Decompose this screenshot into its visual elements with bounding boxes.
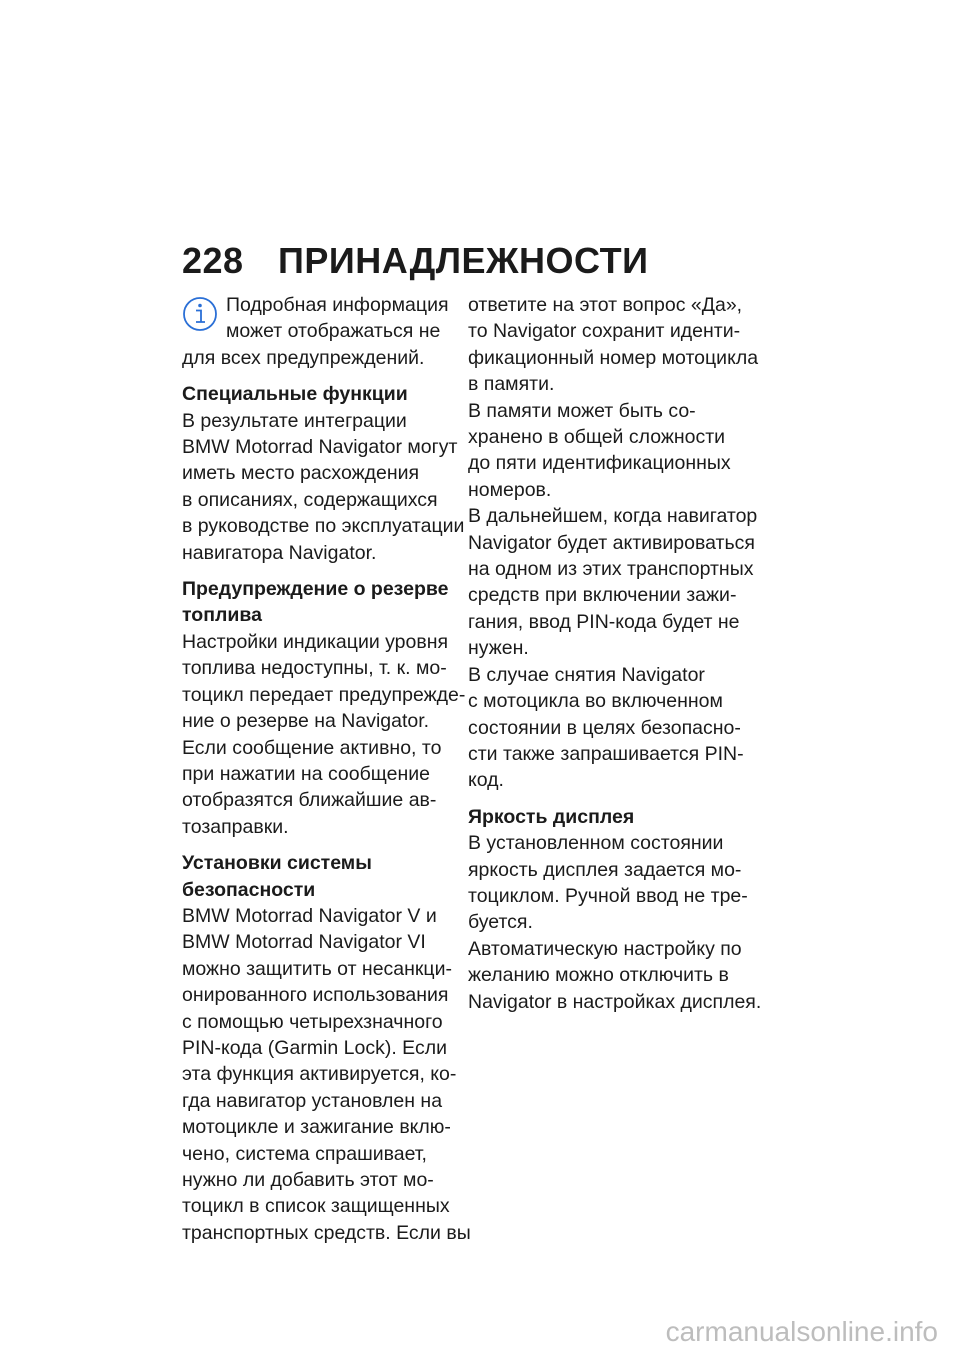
page-heading bbox=[182, 240, 649, 282]
section-heading-special-functions: Специальные функции bbox=[182, 383, 408, 406]
text-line: иметь место расхождения bbox=[182, 462, 420, 485]
text-line: Navigator будет активироваться bbox=[468, 531, 755, 554]
text-line: при нажатии на сообщение bbox=[182, 762, 430, 785]
text-line: PIN-кода (Garmin Lock). Если bbox=[182, 1036, 447, 1059]
text-line: тоциклом. Ручной ввод не тре- bbox=[468, 884, 748, 907]
text-line: нужен. bbox=[468, 637, 529, 660]
section-body-brightness bbox=[468, 830, 762, 1015]
page-number: 228 bbox=[182, 240, 244, 281]
text-line: в руководстве по эксплуатации bbox=[182, 515, 465, 538]
right-column bbox=[468, 292, 762, 1015]
section-body-fuel-reserve bbox=[182, 629, 466, 840]
text-line: ние о резерве на Navigator. bbox=[182, 710, 430, 733]
text-line: сти также запрашивается PIN- bbox=[468, 742, 744, 765]
text-line: нужно ли добавить этот мо- bbox=[182, 1169, 434, 1191]
text-line: средств при включении зажи- bbox=[468, 584, 737, 607]
text-line: BMW Motorrad Navigator VI bbox=[182, 931, 426, 954]
text-line: хранено в общей сложности bbox=[468, 426, 726, 449]
text-line: онированного использования bbox=[182, 984, 449, 1007]
text-line: эта функция активируется, ко- bbox=[182, 1063, 457, 1086]
text-line: состоянии в целях безопасно- bbox=[468, 716, 741, 739]
section-heading-security: Установки системы bbox=[182, 852, 372, 875]
text-line: транспортных средств. Если вы bbox=[182, 1221, 471, 1244]
text-line: можно защитить от несанкци- bbox=[182, 957, 452, 980]
text-line: Если сообщение активно, то bbox=[182, 736, 442, 759]
page-title: ПРИНАДЛЕЖНОСТИ bbox=[278, 240, 649, 281]
text-line: В памяти может быть со- bbox=[468, 399, 696, 422]
text-line: тозаправки. bbox=[182, 815, 289, 838]
text-line: желанию можно отключить в bbox=[468, 964, 729, 987]
section-body-security-cont bbox=[468, 292, 759, 794]
text-line: тоцикл передает предупрежде- bbox=[182, 683, 466, 706]
text-line: с помощью четырехзначного bbox=[182, 1010, 443, 1033]
text-line: яркость дисплея задается мо- bbox=[468, 858, 742, 881]
footer-watermark: carmanualsonline.info bbox=[665, 1316, 938, 1347]
section-body-special-functions bbox=[182, 408, 465, 566]
text-line: BMW Motorrad Navigator могут bbox=[182, 436, 458, 459]
text-line: буется. bbox=[468, 911, 533, 934]
text-line: тоцикл в список защищенных bbox=[182, 1195, 450, 1218]
text-line: мотоцикле и зажигание вклю- bbox=[182, 1116, 451, 1139]
text-line: BMW Motorrad Navigator V и bbox=[182, 904, 437, 927]
text-line: фикационный номер мотоцикла bbox=[468, 346, 759, 369]
text-line: до пяти идентификационных bbox=[468, 452, 731, 475]
text-line: В результате интеграции bbox=[182, 409, 407, 432]
text-line: с мотоцикла во включенном bbox=[468, 690, 723, 713]
left-column bbox=[182, 292, 471, 1246]
section-heading-fuel-reserve-cont: топлива bbox=[182, 604, 262, 627]
text-line: В дальнейшем, когда навигатор bbox=[468, 505, 758, 528]
text-line: топлива недоступны, т. к. мо- bbox=[182, 657, 447, 680]
section-body-security bbox=[182, 903, 471, 1246]
text-line: чено, система спрашивает, bbox=[182, 1142, 427, 1165]
text-line: на одном из этих транспортных bbox=[468, 558, 754, 581]
text-line: гда навигатор установлен на bbox=[182, 1089, 443, 1112]
text-line: номеров. bbox=[468, 478, 552, 501]
info-note bbox=[182, 292, 462, 371]
text-line: навигатора Navigator. bbox=[182, 541, 377, 564]
section-heading-brightness: Яркость дисплея bbox=[468, 805, 635, 828]
text-line: код. bbox=[468, 769, 504, 792]
text-line: В случае снятия Navigator bbox=[468, 663, 705, 686]
text-line: гания, ввод PIN-кода будет не bbox=[468, 610, 740, 633]
section-heading-fuel-reserve: Предупреждение о резерве bbox=[182, 578, 449, 601]
note-line: для всех предупреждений. bbox=[182, 346, 425, 369]
text-line: ответите на этот вопрос «Да», bbox=[468, 294, 743, 316]
text-line: Navigator в настройках дисплея. bbox=[468, 990, 762, 1013]
text-line: отобразятся ближайшие ав- bbox=[182, 789, 437, 812]
text-line: в памяти. bbox=[468, 373, 555, 396]
text-line: Настройки индикации уровня bbox=[182, 630, 449, 653]
text-line: в описаниях, содержащихся bbox=[182, 488, 438, 511]
text-line: В установленном состоянии bbox=[468, 832, 724, 855]
section-heading-security-cont: безопасности bbox=[182, 878, 316, 901]
note-line: может отображаться не bbox=[226, 320, 441, 343]
note-line: Подробная информация bbox=[226, 294, 449, 316]
text-line: Автоматическую настройку по bbox=[468, 937, 742, 960]
text-line: то Navigator сохранит иденти- bbox=[468, 320, 741, 343]
